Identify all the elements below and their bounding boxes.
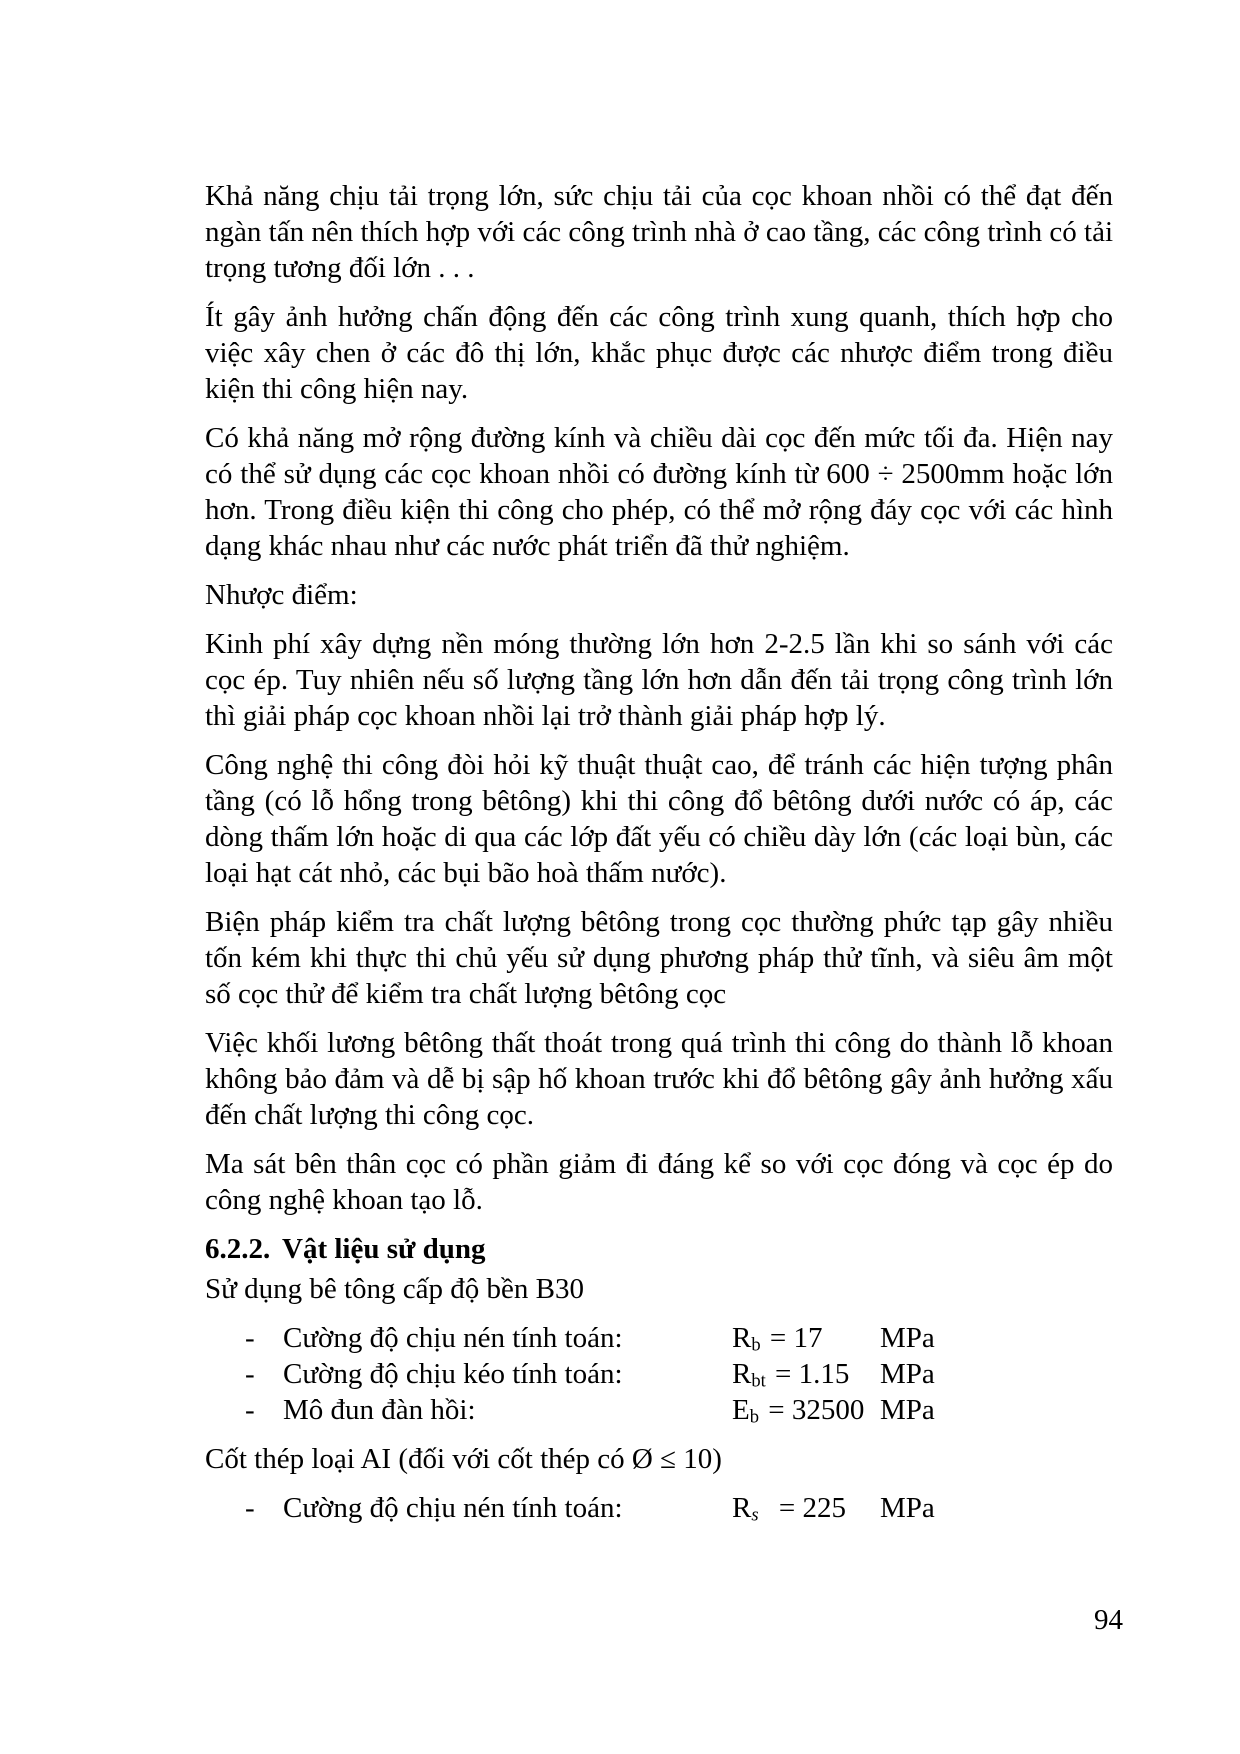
paragraph: Công nghệ thi công đòi hỏi kỹ thuật thuật cao, để tránh các hiện tượng phân tầng (có lỗ hổng trong bêtông) khi thi công đổ bêtông dưới nước có áp, các dòng thấm lớn hoặc di qua các lớp đất yếu có chiều dày lớn (các loại bùn, các loại hạt cát nhỏ, các bụi bão hoà thấm nước). — [205, 749, 1113, 889]
material-symbol: R — [732, 1358, 752, 1390]
material-formula — [732, 1392, 864, 1435]
material-row — [205, 1356, 1113, 1392]
paragraph: Khả năng chịu tải trọng lớn, sức chịu tải của cọc khoan nhồi có thể đạt đến ngàn tấn nên thích hợp với các công trình nhà ở cao tầng, các công trình có tải trọng tương đối lớn . . . — [205, 180, 1113, 284]
material-label: Cường độ chịu nén tính toán: — [283, 1322, 623, 1354]
paragraph: Biện pháp kiểm tra chất lượng bêtông trong cọc thường phức tạp gây nhiều tốn kém khi thực thi chủ yếu sử dụng phương pháp thử tĩnh, và siêu âm một số cọc thử để kiểm tra chất lượng bêtông cọc — [205, 906, 1113, 1010]
paragraph: Ma sát bên thân cọc có phần giảm đi đáng kể so với cọc đóng và cọc ép do công nghệ khoan tạo lỗ. — [205, 1148, 1113, 1216]
material-value: = 1.15 — [775, 1358, 850, 1390]
material-symbol: R — [732, 1492, 752, 1524]
material-subscript: s — [751, 1504, 759, 1526]
section-number: 6.2.2. — [205, 1233, 271, 1265]
body-text — [205, 178, 1113, 1539]
material-value: = 17 — [769, 1322, 823, 1354]
material-symbol: E — [732, 1394, 750, 1426]
concrete-material-list — [205, 1320, 1113, 1428]
material-symbol: R — [732, 1322, 752, 1354]
material-formula — [732, 1490, 846, 1533]
material-row — [205, 1490, 1113, 1526]
material-label: Mô đun đàn hồi: — [283, 1394, 476, 1426]
section-title: Vật liệu sử dụng — [282, 1233, 486, 1265]
list-marker: - — [245, 1492, 255, 1524]
material-unit: MPa — [880, 1322, 935, 1354]
paragraph: Nhược điểm: — [205, 579, 358, 611]
section-heading — [205, 1231, 1113, 1267]
list-marker: - — [245, 1322, 255, 1354]
material-subscript: bt — [751, 1370, 766, 1392]
material-row — [205, 1392, 1113, 1428]
material-unit: MPa — [880, 1492, 935, 1524]
material-row — [205, 1320, 1113, 1356]
concrete-intro: Sử dụng bê tông cấp độ bền B30 — [205, 1273, 584, 1305]
steel-material-list — [205, 1490, 1113, 1526]
page-number: 94 — [1094, 1604, 1123, 1636]
paragraph: Kinh phí xây dựng nền móng thường lớn hơn 2-2.5 lần khi so sánh với các cọc ép. Tuy nhiên nếu số lượng tầng lớn hơn dẫn đến tải trọng công trình lớn thì giải pháp cọc khoan nhồi lại trở thành giải pháp hợp lý. — [205, 628, 1113, 732]
material-value: = 225 — [778, 1492, 846, 1524]
material-label: Cường độ chịu nén tính toán: — [283, 1492, 623, 1524]
list-marker: - — [245, 1358, 255, 1390]
steel-intro: Cốt thép loại AI (đối với cốt thép có Ø ≤ 10) — [205, 1443, 722, 1475]
material-label: Cường độ chịu kéo tính toán: — [283, 1358, 623, 1390]
paragraph: Có khả năng mở rộng đường kính và chiều dài cọc đến mức tối đa. Hiện nay có thể sử dụng các cọc khoan nhồi có đường kính từ 600 ÷ 2500mm hoặc lớn hơn. Trong điều kiện thi công cho phép, có thể mở rộng đáy cọc với các hình dạng khác nhau như các nước phát triển đã thử nghiệm. — [205, 422, 1113, 562]
list-marker: - — [245, 1394, 255, 1426]
material-subscript: b — [751, 1334, 761, 1356]
material-unit: MPa — [880, 1358, 935, 1390]
paragraph: Ít gây ảnh hưởng chấn động đến các công trình xung quanh, thích hợp cho việc xây chen ở các đô thị lớn, khắc phục được các nhược điểm trong điều kiện thi công hiện nay. — [205, 301, 1113, 405]
material-value: = 32500 — [768, 1394, 865, 1426]
material-unit: MPa — [880, 1394, 935, 1426]
paragraph: Việc khối lương bêtông thất thoát trong quá trình thi công do thành lỗ khoan không bảo đảm và dễ bị sập hố khoan trước khi đổ bêtông gây ảnh hưởng xấu đến chất lượng thi công cọc. — [205, 1027, 1113, 1131]
material-subscript: b — [749, 1406, 759, 1428]
